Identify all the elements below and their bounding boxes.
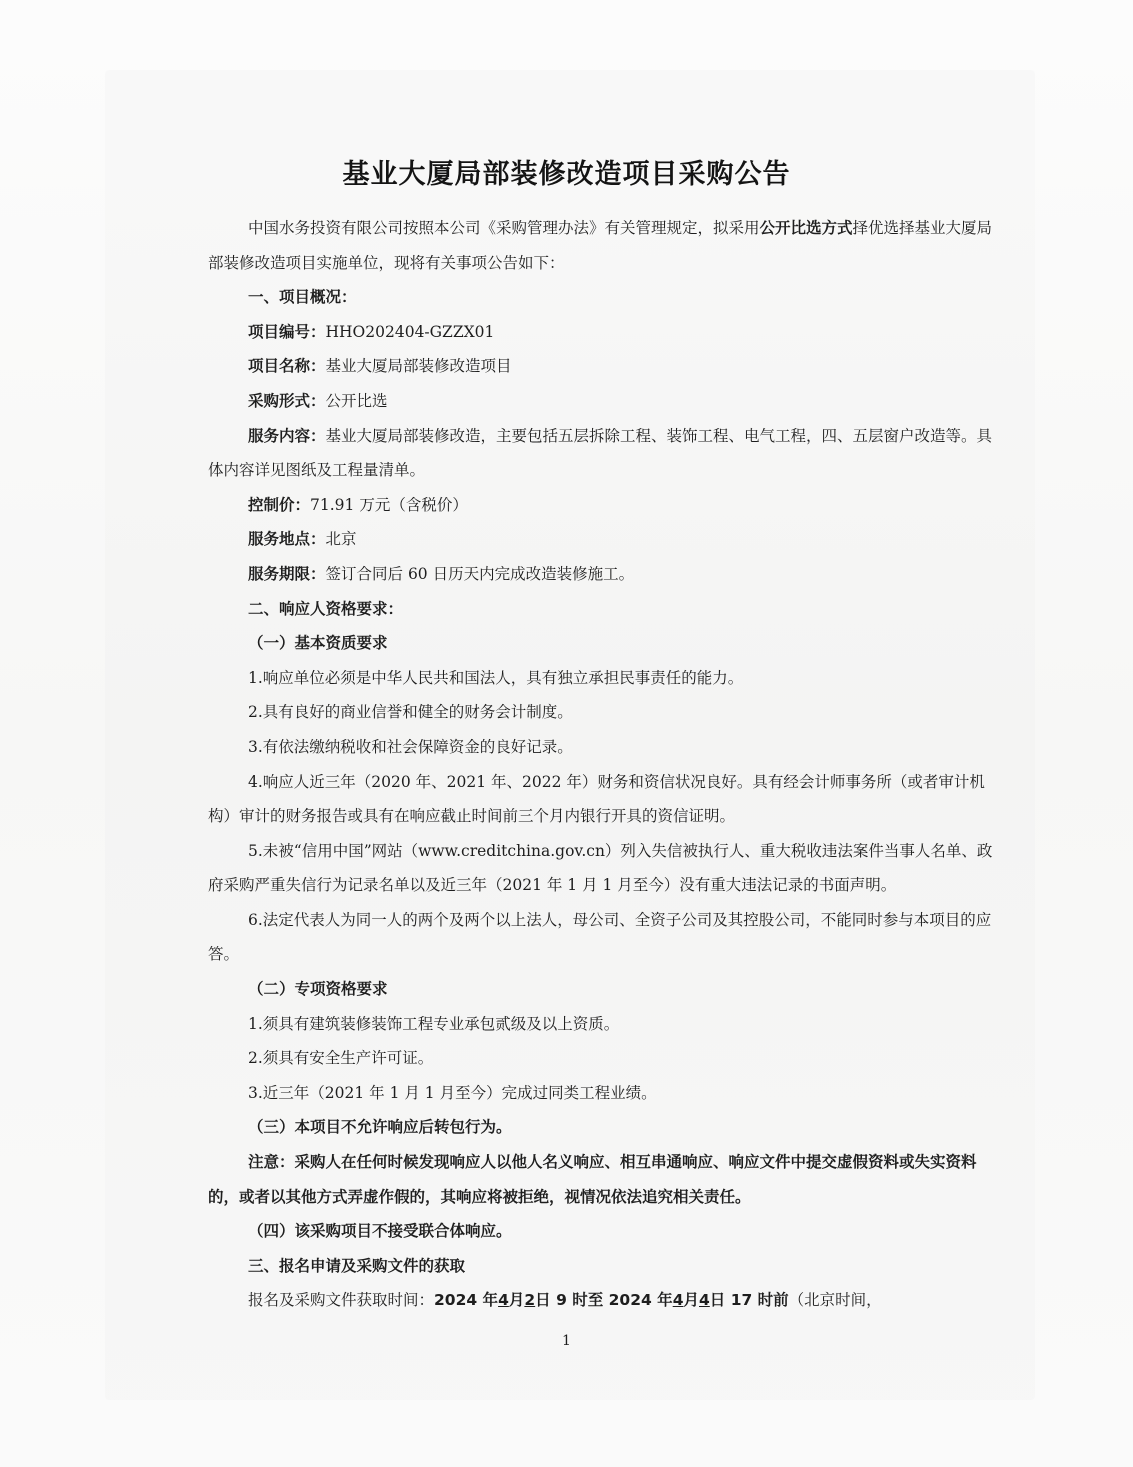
- month-2: 4: [672, 1291, 684, 1310]
- day-1: 2: [524, 1291, 536, 1310]
- item-label: 服务期限：: [248, 564, 326, 583]
- month-1: 4: [498, 1291, 509, 1310]
- item-service-period: [208, 557, 994, 592]
- list-item: 3.有依法缴纳税收和社会保障资金的良好记录。: [248, 737, 573, 756]
- list-item: 1.须具有建筑装修装饰工程专业承包贰级及以上资质。: [248, 1014, 620, 1033]
- item-value: 71.91 万元（含税价）: [310, 495, 468, 514]
- item-label: 项目编号：: [248, 322, 326, 341]
- section3-heading: 三、报名申请及采购文件的获取: [248, 1256, 466, 1275]
- section1-heading: 一、项目概况：: [248, 288, 357, 307]
- item-label: 采购形式：: [248, 391, 326, 410]
- section2-heading: 二、响应人资格要求：: [248, 599, 404, 618]
- section2-sub3: （三）本项目不允许响应后转包行为。: [248, 1118, 512, 1137]
- document-body: [208, 211, 994, 1318]
- item-label: 服务地点：: [248, 530, 326, 549]
- item-value: 北京: [325, 530, 357, 549]
- month-unit-1: 月: [508, 1291, 525, 1310]
- list-item: 3.近三年（2021 年 1 月 1 月至今）完成过同类工程业绩。: [248, 1083, 657, 1102]
- item-value: 签订合同后 60 日历天内完成改造装修施工。: [325, 564, 635, 583]
- item-service-location: [208, 522, 994, 557]
- registration-time: [208, 1283, 994, 1318]
- item-service-content: [208, 419, 994, 488]
- time-year-1: 2024 年: [434, 1291, 499, 1310]
- intro-text-2: 择优选择基业大厦局部装修改造项目实施单位，现将有关事项公告如下：: [208, 219, 993, 272]
- item-label: 服务内容：: [248, 426, 326, 445]
- day-2: 4: [699, 1291, 710, 1310]
- item-project-number: [208, 315, 994, 350]
- item-label: 项目名称：: [248, 357, 326, 376]
- time-end: 日 17 时前: [709, 1291, 789, 1310]
- time-mid: 日 9 时至 2024 年: [535, 1291, 673, 1310]
- list-item: 2.具有良好的商业信誉和健全的财务会计制度。: [248, 703, 573, 722]
- intro-text-1: 中国水务投资有限公司按照本公司《采购管理办法》有关管理规定，拟采用: [248, 219, 760, 237]
- item-label: 控制价：: [248, 495, 311, 514]
- section2-sub2-heading: （二）专项资格要求: [248, 980, 388, 999]
- item-value: 基业大厦局部装修改造，主要包括五层拆除工程、装饰工程、电气工程，四、五层窗户改造等。具体内容详见图纸及工程量清单。: [208, 426, 993, 480]
- section2-sub4: （四）该采购项目不接受联合体响应。: [248, 1222, 512, 1241]
- item-procurement-form: [208, 384, 994, 419]
- section2-sub1-heading: （一）基本资质要求: [248, 634, 388, 653]
- item-project-name: [208, 349, 994, 384]
- list-item: 6.法定代表人为同一人的两个及两个以上法人，母公司、全资子公司及其控股公司，不能同时参与本项目的应答。: [208, 910, 992, 964]
- item-value: 基业大厦局部装修改造项目: [325, 357, 512, 376]
- list-item: 4.响应人近三年（2020 年、2021 年、2022 年）财务和资信状况良好。具有经会计师事务所（或者审计机构）审计的财务报告或具有在响应截止时间前三个月内银行开具的资信证明。: [208, 772, 985, 826]
- list-item: 1.响应单位必须是中华人民共和国法人，具有独立承担民事责任的能力。: [248, 668, 744, 687]
- item-value: HHO202404-GZZX01: [325, 322, 495, 341]
- item-control-price: [208, 488, 994, 523]
- time-label: 报名及采购文件获取时间：: [248, 1291, 435, 1310]
- list-item: 5.未被“信用中国”网站（www.creditchina.gov.cn）列入失信被执行人、重大税收违法案件当事人名单、政府采购严重失信行为记录名单以及近三年（2021 年 1 月 1 月至今）没有重大违法记录的书面声明。: [208, 841, 993, 895]
- item-value: 公开比选: [325, 391, 388, 410]
- month-unit-2: 月: [683, 1291, 699, 1310]
- notice-paragraph: 注意：采购人在任何时候发现响应人以他人名义响应、相互串通响应、响应文件中提交虚假资料或失实资料的，或者以其他方式弄虚作假的，其响应将被拒绝，视情况依法追究相关责任。: [208, 1153, 977, 1206]
- intro-paragraph: [208, 211, 994, 280]
- time-tail: （北京时间，: [788, 1291, 882, 1310]
- page-number: 1: [562, 1333, 571, 1349]
- page-title: 基业大厦局部装修改造项目采购公告: [342, 159, 791, 190]
- intro-bold: 公开比选方式: [759, 219, 853, 237]
- list-item: 2.须具有安全生产许可证。: [248, 1049, 434, 1068]
